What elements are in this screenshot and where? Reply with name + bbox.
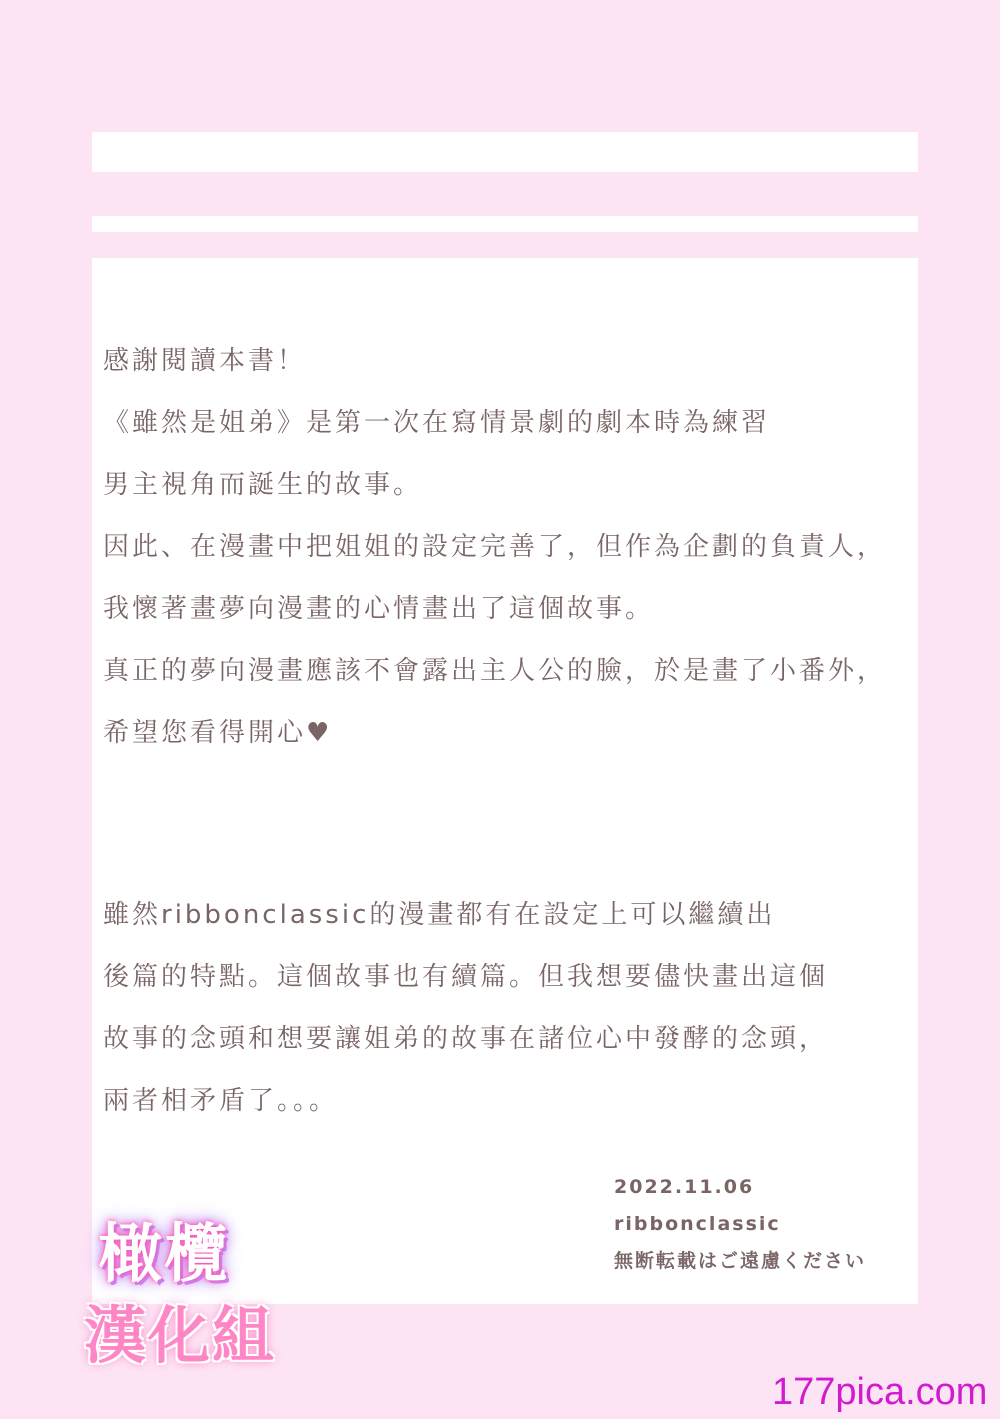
letter-line: 我懷著畫夢向漫畫的心情畫出了這個故事。 — [103, 594, 655, 624]
site-watermark: 177pica.com — [772, 1371, 988, 1413]
afterword-letter — [103, 338, 933, 1140]
logo-line-2: 漢化組 — [84, 1299, 277, 1372]
letter-line-with-heart — [103, 710, 933, 772]
letter-line: 因此、在漫畫中把姐姐的設定完善了，但作為企劃的負責人， — [103, 532, 887, 562]
translation-group-logo — [84, 1218, 284, 1378]
letter-line-text: 希望您看得開心 — [103, 718, 307, 748]
decorative-band-top — [92, 132, 918, 172]
letter-line: 男主視角而誕生的故事。 — [103, 470, 423, 500]
letter-line: 後篇的特點。這個故事也有續篇。但我想要儘快畫出這個 — [103, 962, 829, 992]
letter-line: 兩者相矛盾了。。。 — [103, 1086, 339, 1116]
logo-line-1: 橄欖 — [98, 1217, 230, 1292]
signature-block — [614, 1172, 866, 1283]
letter-line: 感謝閱讀本書！ — [103, 346, 307, 376]
signature-date: 2022.11.06 — [614, 1176, 755, 1198]
letter-line: 雖然ribbonclassic的漫畫都有在設定上可以繼續出 — [103, 900, 776, 930]
heart-icon: ♥ — [306, 718, 333, 748]
paragraph-gap — [103, 772, 933, 892]
letter-line: 故事的念頭和想要讓姐弟的故事在諸位心中發酵的念頭， — [103, 1024, 829, 1054]
letter-line: 《雖然是姐弟》是第一次在寫情景劇的劇本時為練習 — [103, 408, 771, 438]
reprint-notice: 無断転載はご遠慮ください — [614, 1250, 867, 1272]
decorative-band-middle — [92, 216, 918, 232]
letter-line: 真正的夢向漫畫應該不會露出主人公的臉，於是畫了小番外， — [103, 656, 887, 686]
signature-author: ribbonclassic — [614, 1213, 781, 1235]
